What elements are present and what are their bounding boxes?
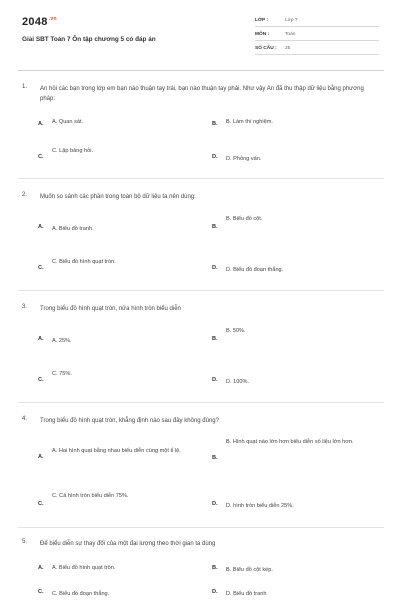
option-letter: B. [212, 336, 218, 342]
logo-domain: .vn [48, 16, 57, 23]
question-number: 2. [22, 192, 28, 198]
option-text: A. Hai hình quạt bằng nhau biểu diễn cùng một tỉ lệ. [52, 448, 181, 454]
logo-text: 2048 [22, 16, 48, 28]
option-letter: D. [212, 377, 218, 383]
question-separator [18, 402, 384, 403]
meta-key: MÔN : [255, 32, 270, 37]
option-text: C. 75%. [52, 371, 72, 377]
question-separator [18, 178, 384, 179]
option-letter: B. [212, 565, 218, 571]
option-text: B. 50%. [226, 328, 246, 334]
option-letter: C. [38, 154, 44, 160]
question-text: Trong biểu đồ hình quạt tròn, khẳng định nào sau đây không đúng? [40, 418, 219, 424]
question-number: 3. [22, 304, 28, 310]
option-letter: D. [212, 154, 218, 160]
meta-underline [255, 40, 379, 41]
option-letter: C. [38, 265, 44, 271]
option-letter: B. [212, 224, 218, 230]
site-logo[interactable] [22, 16, 57, 28]
option-text: C. Lập bảng hỏi. [52, 148, 94, 154]
option-letter: A. [38, 454, 44, 460]
option-letter: A. [38, 121, 44, 127]
question-text: Muốn so sánh các phần trong toàn bộ dữ liệu ta nên dùng: [40, 194, 196, 200]
option-letter: A. [38, 336, 44, 342]
meta-underline [255, 54, 379, 55]
option-text: D. hình tròn biểu diễn 25%. [226, 503, 294, 509]
question-separator [18, 290, 384, 291]
meta-value: Lớp 7 [285, 18, 298, 23]
question-text: Để biểu diễn sự thay đổi của một đại lượng theo thời gian ta dùng [40, 541, 216, 547]
question-number: 5. [22, 539, 28, 545]
header-divider [18, 70, 384, 71]
question-number: 4. [22, 416, 28, 422]
question-number: 1. [22, 84, 28, 90]
option-text: D. Biểu đồ tranh [226, 591, 267, 597]
option-text: A. Biểu đồ tranh. [52, 226, 94, 232]
meta-key: LỚP : [255, 18, 269, 23]
option-letter: B. [212, 455, 218, 461]
option-text: A. Quan sát. [52, 119, 84, 125]
option-letter: D. [212, 589, 218, 595]
option-letter: C. [38, 589, 44, 595]
meta-key: SỐ CÂU : [255, 46, 277, 51]
question-separator [18, 527, 384, 528]
option-text: B. Hình quạt nào lớn hơn biểu diễn số liệu lớn hơn. [226, 439, 354, 445]
option-text: B. Biểu đồ cột kép. [226, 567, 273, 573]
meta-underline [255, 26, 379, 27]
meta-value: Toán [285, 32, 296, 37]
option-letter: D. [212, 501, 218, 507]
option-letter: B. [212, 121, 218, 127]
option-text: C. Biểu đồ đoạn thẳng. [52, 591, 110, 597]
option-text: D. Phỏng vấn. [226, 156, 262, 162]
option-text: D. Biểu đồ đoạn thẳng. [226, 267, 284, 273]
option-text: C. Biểu đồ hình quạt tròn. [52, 259, 116, 265]
option-text: B. Biểu đồ cột. [226, 216, 263, 222]
option-letter: D. [212, 265, 218, 271]
option-text: C. Cả hình tròn biểu diễn 75%. [52, 493, 129, 499]
option-text: A. Biểu đồ hình quạt tròn. [52, 565, 116, 571]
option-text: B. Làm thí nghiệm. [226, 119, 273, 125]
option-text: D. 100%. [226, 379, 250, 385]
option-letter: C. [38, 377, 44, 383]
question-text: Trong biểu đồ hình quạt tròn, nửa hình tròn biểu diễn [40, 306, 181, 312]
page-header [0, 0, 400, 70]
option-letter: A. [38, 565, 44, 571]
question-text: An hỏi các bạn trong lớp em bạn nào thuận tay trái, bạn nào thuận tay phải. Như vậy An đã thu thập dữ liệu bằng phương pháp: [40, 86, 364, 102]
option-letter: A. [38, 224, 44, 230]
meta-value: 25 [285, 46, 291, 51]
option-letter: C. [38, 501, 44, 507]
option-text: A. 25%. [52, 338, 72, 344]
page-title: Giải SBT Toán 7 Ôn tập chương 5 có đáp án [22, 36, 156, 43]
